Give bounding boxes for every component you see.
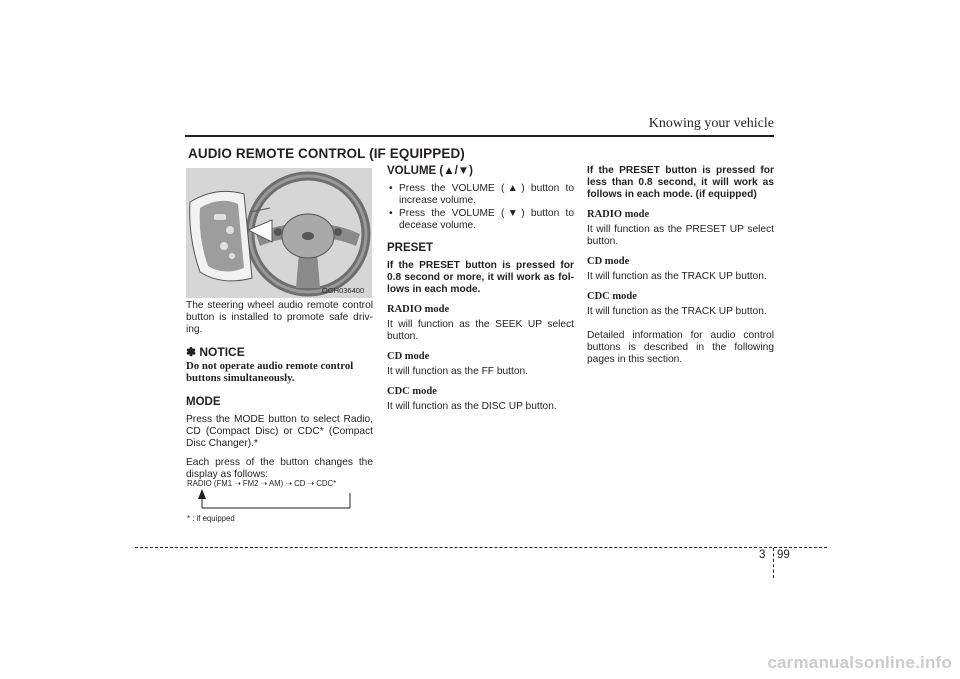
- steering-wheel-icon: [186, 168, 372, 298]
- intro-paragraph: The steering wheel audio remote control button is installed to promote safe driv-ing.: [186, 300, 373, 335]
- running-header: Knowing your vehicle: [648, 116, 774, 131]
- volume-list: [387, 183, 574, 232]
- header-rule: [185, 135, 774, 137]
- preset-heading: PRESET: [387, 242, 434, 254]
- radio-mode-text: It will function as the SEEK UP select button.: [387, 319, 574, 342]
- cdc-mode-heading: CDC mode: [587, 291, 637, 302]
- figure-code: OGH036400: [322, 286, 365, 295]
- cdc-mode-heading: CDC mode: [387, 386, 437, 397]
- preset-intro: If the PRESET button is pressed for 0.8 second or more, it will work as fol-lows in each mode.: [387, 260, 574, 295]
- page-divider: [773, 548, 774, 578]
- radio-mode-heading: RADIO mode: [587, 209, 650, 220]
- closing-paragraph: Detailed information for audio control buttons is described in the following pages in this section.: [587, 330, 774, 365]
- cd-mode-heading: CD mode: [387, 351, 430, 362]
- column-1: [186, 300, 373, 488]
- list-item: • Press the VOLUME (▲) button to increase volume.: [387, 183, 574, 207]
- radio-mode-heading: RADIO mode: [387, 304, 450, 315]
- mode-sequence: RADIO (FM1 ➝ FM2 ➝ AM) ➝ CD ➝ CDC*: [187, 479, 337, 488]
- list-item: • Press the VOLUME (▼) button to decease volume.: [387, 208, 574, 232]
- cycle-arrow-icon: [192, 488, 354, 512]
- notice-body: Do not operate audio remote control buttons simultaneously.: [186, 360, 354, 384]
- steering-wheel-illustration: [186, 168, 372, 298]
- column-2: [387, 165, 574, 420]
- cdc-mode-text: It will function as the TRACK UP button.: [587, 306, 767, 317]
- radio-mode-text: It will function as the PRESET UP select button.: [587, 224, 774, 247]
- footnote: * : if equipped: [187, 514, 235, 523]
- chapter-number: 3: [759, 549, 766, 561]
- mode-heading: MODE: [186, 396, 221, 408]
- page-number: 99: [777, 549, 790, 561]
- cd-mode-heading: CD mode: [587, 256, 630, 267]
- mode-paragraph-1: Press the MODE button to select Radio, CD (Compact Disc) or CDC* (Compact Disc Changer).*: [186, 414, 373, 449]
- cd-mode-text: It will function as the FF button.: [387, 366, 528, 377]
- cdc-mode-text: It will function as the DISC UP button.: [387, 401, 557, 412]
- watermark: carmanualsonline.info: [767, 653, 952, 672]
- column-3: [587, 165, 774, 373]
- cd-mode-text: It will function as the TRACK UP button.: [587, 271, 767, 282]
- section-title: AUDIO REMOTE CONTROL (IF EQUIPPED): [188, 146, 465, 161]
- mode-paragraph-2: Each press of the button changes the display as follows:: [186, 457, 373, 480]
- footer-rule: [135, 547, 827, 548]
- notice-title: ✽ NOTICE: [186, 345, 245, 359]
- volume-heading: VOLUME (▲/▼): [387, 165, 474, 177]
- short-press-intro: If the PRESET button is pressed for less than 0.8 second, it will work as follows in each mode. (if equipped): [587, 165, 774, 200]
